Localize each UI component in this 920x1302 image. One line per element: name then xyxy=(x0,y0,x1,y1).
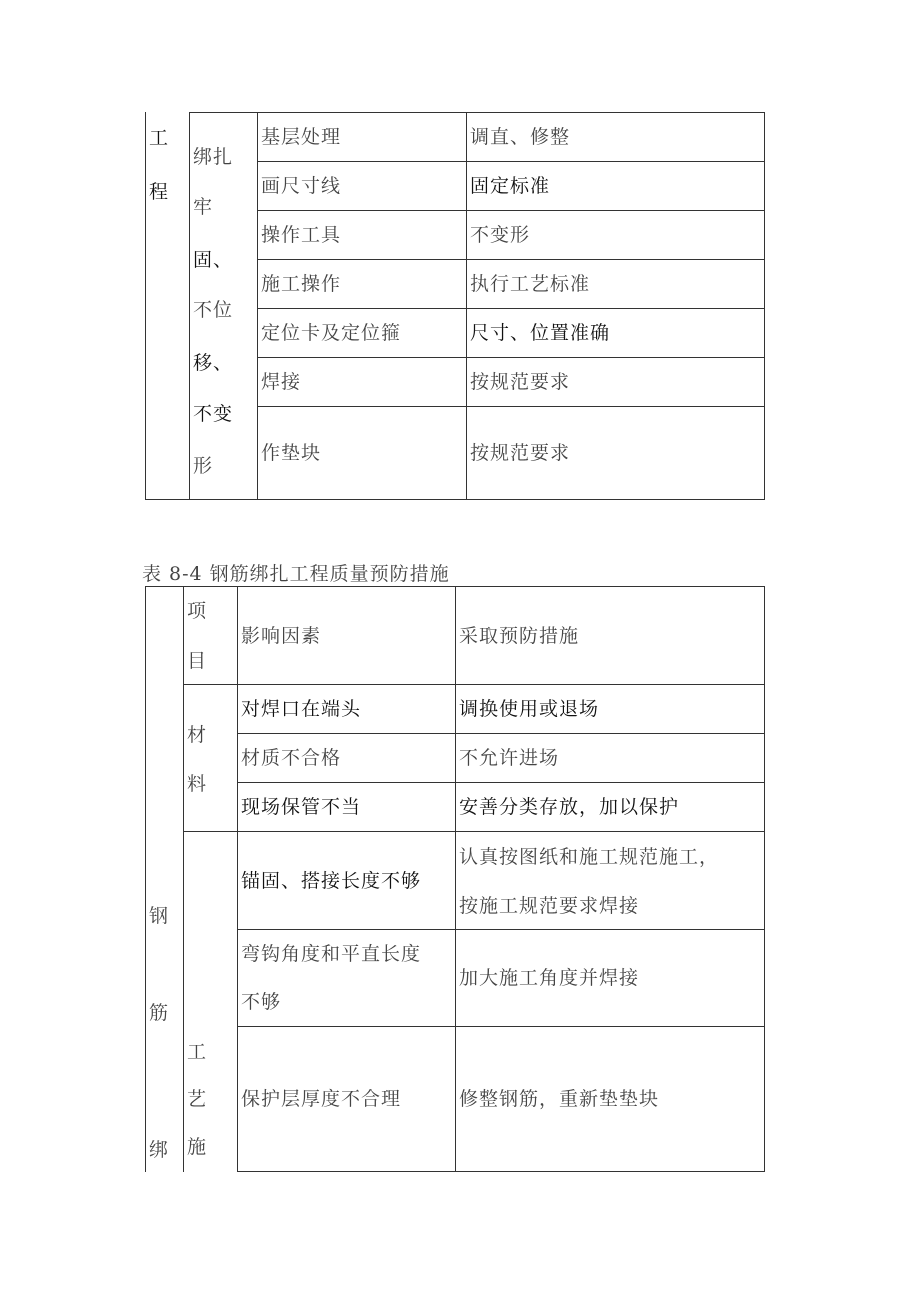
table2-factor-cell: 现场保管不当 xyxy=(241,796,362,818)
table2-measure-cell: 认真按图纸和施工规范施工， xyxy=(459,846,720,868)
table1-requirement-line: 移、 xyxy=(193,352,234,374)
table2-group-process: 施 xyxy=(187,1136,208,1158)
table2-row-line xyxy=(237,1171,765,1172)
table1-category-char: 程 xyxy=(149,181,170,203)
table2-header-measure: 采取预防措施 xyxy=(459,625,580,647)
table1-item-cell: 焊接 xyxy=(261,371,302,393)
table1-row-line xyxy=(257,161,765,162)
table1-item-cell: 画尺寸线 xyxy=(261,175,342,197)
table1-item-cell: 作垫块 xyxy=(261,442,322,464)
table2-measure-cell: 调换使用或退场 xyxy=(459,698,600,720)
table1-measure-cell: 尺寸、位置准确 xyxy=(470,322,611,344)
table2-measure-cell: 按施工规范要求焊接 xyxy=(459,895,640,917)
table1-measure-cell: 不变形 xyxy=(470,224,531,246)
table2-category-char: 绑 xyxy=(149,1139,170,1161)
table1-requirement-line: 形 xyxy=(193,455,214,477)
table2-row-line xyxy=(183,684,765,685)
table1-border-top xyxy=(189,112,765,113)
table2-divider xyxy=(237,586,238,1172)
table1-row-line xyxy=(257,406,765,407)
table1-divider xyxy=(257,112,258,500)
table2-header-project: 目 xyxy=(187,650,208,672)
table2-group-material: 材 xyxy=(187,724,208,746)
table2-border-right xyxy=(764,586,765,1172)
table1-measure-cell: 按规范要求 xyxy=(470,371,571,393)
table2-measure-cell: 安善分类存放，加以保护 xyxy=(459,796,680,818)
table1-category-char: 工 xyxy=(149,127,170,149)
table1-row-line xyxy=(257,357,765,358)
table1-border-bottom xyxy=(145,499,765,500)
table1-measure-cell: 固定标准 xyxy=(470,175,551,197)
table2-factor-cell: 弯钩角度和平直长度 xyxy=(241,943,422,965)
table2-border-top xyxy=(145,586,765,587)
table1-item-cell: 施工操作 xyxy=(261,273,342,295)
table2-row-line xyxy=(183,831,765,832)
table2-header-project: 项 xyxy=(187,600,208,622)
table2-factor-cell: 对焊口在端头 xyxy=(241,698,362,720)
table1-row-line xyxy=(257,210,765,211)
table2-group-material: 料 xyxy=(187,773,208,795)
table1-measure-cell: 执行工艺标准 xyxy=(470,273,591,295)
table2-row-line xyxy=(237,1026,765,1027)
table-caption: 表 8-4 钢筋绑扎工程质量预防措施 xyxy=(142,563,450,585)
table2-group-process: 工 xyxy=(187,1041,208,1063)
table2-factor-cell: 锚固、搭接长度不够 xyxy=(241,870,422,892)
table2-factor-cell: 不够 xyxy=(241,991,282,1013)
table1-requirement-line: 不变 xyxy=(193,403,234,425)
table1-border-right xyxy=(764,112,765,500)
table1-row-line xyxy=(257,259,765,260)
table1-divider xyxy=(189,112,190,500)
table2-row-line xyxy=(237,733,765,734)
table2-divider xyxy=(455,586,456,1172)
table1-measure-cell: 按规范要求 xyxy=(470,442,571,464)
table2-border-left xyxy=(145,586,146,1172)
table1-item-cell: 定位卡及定位箍 xyxy=(261,322,402,344)
table1-measure-cell: 调直、修整 xyxy=(470,126,571,148)
table1-requirement-line: 牢 xyxy=(193,196,214,218)
table1-row-line xyxy=(257,308,765,309)
table2-measure-cell: 不允许进场 xyxy=(459,747,560,769)
table2-group-process: 艺 xyxy=(187,1088,208,1110)
table2-factor-cell: 保护层厚度不合理 xyxy=(241,1088,402,1110)
table2-category-char: 钢 xyxy=(149,905,170,927)
table2-category-char: 筋 xyxy=(149,1002,170,1024)
table1-border-left xyxy=(145,112,146,500)
table1-divider xyxy=(466,112,467,500)
table1-item-cell: 基层处理 xyxy=(261,126,342,148)
table2-factor-cell: 材质不合格 xyxy=(241,747,342,769)
table1-requirement-line: 不位 xyxy=(193,299,234,321)
table2-row-line xyxy=(237,929,765,930)
table2-row-line xyxy=(237,782,765,783)
table1-requirement-line: 固、 xyxy=(193,249,234,271)
table2-header-factor: 影响因素 xyxy=(241,625,322,647)
table2-divider xyxy=(183,586,184,1172)
table2-measure-cell: 加大施工角度并焊接 xyxy=(459,967,640,989)
table1-requirement-line: 绑扎 xyxy=(193,146,234,168)
table2-measure-cell: 修整钢筋，重新垫垫块 xyxy=(459,1088,660,1110)
table1-item-cell: 操作工具 xyxy=(261,224,342,246)
